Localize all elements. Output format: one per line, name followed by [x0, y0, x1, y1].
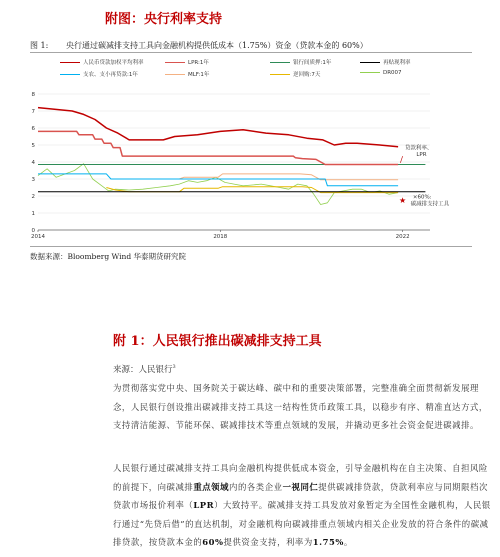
y-tick-label: 4: [31, 160, 35, 166]
legend-swatch: [60, 74, 80, 75]
chart-annotations: [399, 143, 450, 207]
y-tick-label: 0: [31, 228, 35, 234]
x-tick-label: 2018: [213, 234, 228, 240]
y-tick-label: 2: [31, 194, 35, 200]
legend-label: 人民币贷款加权平均利率: [83, 60, 144, 66]
para2-text: 提供资金支持，利率为: [223, 537, 313, 548]
legend-label: DR007: [383, 70, 402, 76]
legend-item: [60, 70, 138, 78]
series-line: [38, 131, 398, 164]
para2-emphasis: 重点领域: [193, 481, 230, 492]
legend-item: [165, 70, 209, 78]
legend-label: 逆回购:7天: [293, 72, 321, 78]
y-tick-label: 8: [31, 92, 35, 98]
para2-text: 内的各类企业: [229, 481, 283, 492]
legend-item: [360, 70, 402, 76]
paragraph-background: 为贯彻落实党中央、国务院关于碳达峰、碳中和的重要决策部署，完整准确全面贯彻新发展理念，人民银行创设推出碳减排支持工具这一结构性货币政策工具，以稳步有序、精准直达方式，支持清洁能源、节能环保、碳减排技术等重点领域的发展，并撬动更多社会资金促进碳减排。: [113, 383, 488, 431]
series-line: [38, 108, 398, 147]
para2-emphasis: LPR: [193, 500, 215, 511]
section-title-appendix-chart: 附图：央行利率支持: [105, 12, 223, 27]
legend-swatch: [165, 62, 185, 63]
source-attribution: [113, 363, 176, 375]
figure-number: 图 1:: [30, 41, 49, 50]
section-title-carbon-tool: 附 1：人民银行推出碳减排支持工具: [113, 334, 322, 349]
para2-emphasis: 60%: [202, 537, 224, 548]
legend-item: [360, 58, 411, 66]
y-tick-label: 7: [31, 109, 35, 115]
para2-text: 提供碳减排贷款，贷款利率应与同期限档次贷款市场报价利率（: [113, 481, 488, 511]
legend-swatch: [165, 74, 185, 75]
y-tick-label: 6: [31, 126, 35, 132]
para2-emphasis: 一视同仁: [282, 481, 319, 492]
chart-gridlines: [38, 94, 430, 230]
legend-swatch: [270, 62, 290, 63]
legend-label: 再贴现利率: [383, 60, 411, 66]
legend-label: 银行间质押:1年: [293, 60, 332, 66]
annotation-label: ×60%:: [412, 194, 432, 201]
x-tick-label: 2014: [31, 234, 45, 240]
star-marker-icon: ★: [399, 195, 407, 205]
annotation-label: 贷款利率、: [404, 145, 433, 152]
footnote-marker: 3: [172, 364, 176, 371]
legend-item: [165, 58, 209, 66]
paragraph-mechanism: [113, 459, 495, 552]
y-tick-label: 1: [31, 211, 35, 217]
legend-item: [270, 70, 320, 78]
x-tick-label: 2022: [395, 234, 410, 240]
legend-swatch: [360, 62, 380, 63]
legend-label: MLF:1年: [188, 72, 210, 78]
legend-swatch: [360, 72, 380, 73]
para2-emphasis: 1.75%: [312, 537, 344, 548]
legend-swatch: [270, 74, 290, 75]
y-tick-label: 5: [31, 143, 35, 149]
legend-swatch: [60, 62, 80, 63]
para2-text: 人民银行通过碳减排支持工具向金融机构提供低成本资金，引导金融机构在自主决策、自担风险的前提下，向碳减排: [113, 463, 488, 492]
caption-divider: [30, 52, 472, 53]
legend-label: 支农、支小再贷款:1年: [83, 72, 138, 78]
annotation-label: 碳减排支持工具: [410, 201, 450, 208]
para2-text: ）大致持平。碳减排支持工具发放对象暂定为全国性金融机构，人民银行通过“先贷后借”的直达机制，对金融机构向碳减排重点领域内相关企业发放的符合条件的碳减排贷款，按贷款本金的: [113, 500, 491, 548]
interest-rate-chart: [28, 90, 473, 242]
chart-series-group: [38, 108, 425, 205]
y-tick-label: 3: [31, 177, 35, 183]
series-line: [38, 164, 398, 205]
para2-text: 。: [343, 537, 353, 548]
legend-label: LPR:1年: [188, 60, 209, 66]
figure-caption-text: 央行通过碳减排支持工具向金融机构提供低成本（1.75%）资金（贷款本金的 60%）: [66, 41, 368, 50]
chart-axes: [31, 92, 430, 240]
data-source-note: 数据来源：Bloomberg Wind 华泰期货研究院: [30, 252, 187, 261]
legend-item: [60, 58, 144, 66]
source-divider: [30, 246, 472, 247]
annotation-label: LPR: [416, 152, 427, 159]
legend-item: [270, 58, 331, 66]
attribution-text: 来源：人民银行: [113, 365, 173, 375]
